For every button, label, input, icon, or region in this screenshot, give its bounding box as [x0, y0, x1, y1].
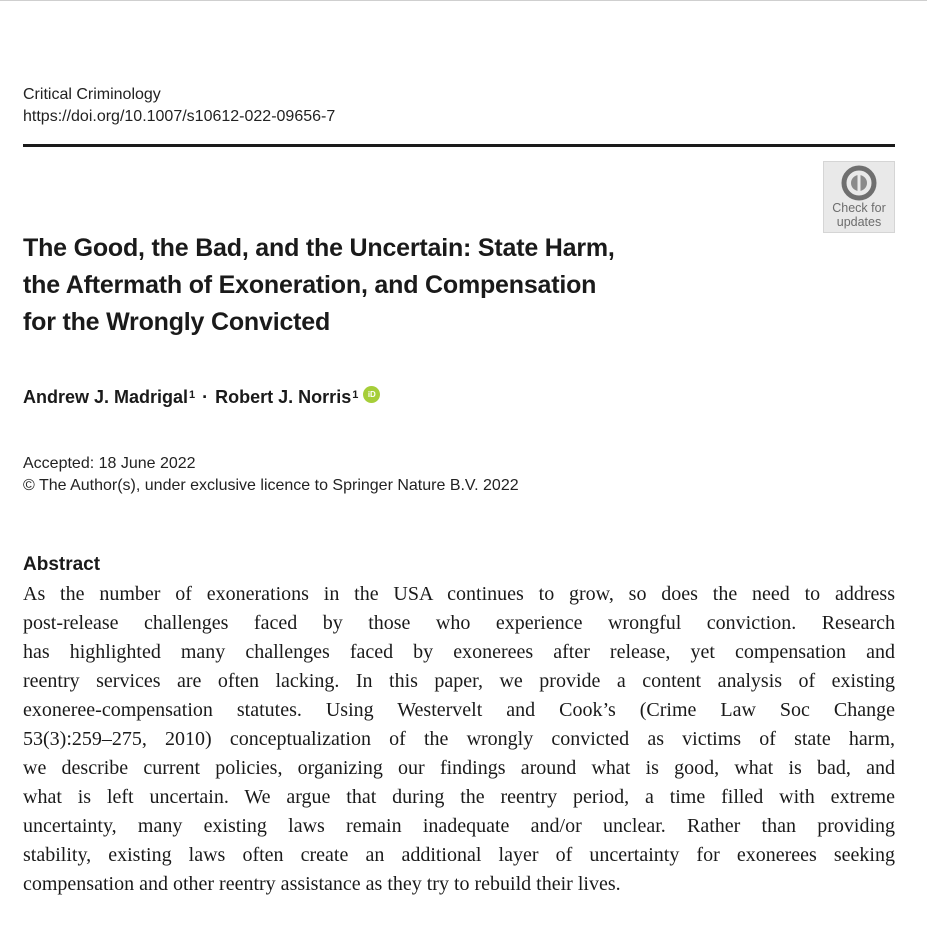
- author-separator: ·: [202, 387, 209, 407]
- abstract-line: has highlighted many challenges faced by exonerees after release, yet compensation and: [23, 641, 895, 663]
- orcid-icon[interactable]: iD: [363, 386, 380, 403]
- copyright-notice: © The Author(s), under exclusive licence to Springer Nature B.V. 2022: [23, 477, 519, 494]
- abstract-line: what is left uncertain. We argue that during the reentry period, a time filled with extreme: [23, 786, 895, 808]
- abstract-line: uncertainty, many existing laws remain inadequate and/or unclear. Rather than providing: [23, 815, 895, 837]
- header-rule: [23, 144, 895, 147]
- title-line: for the Wrongly Convicted: [23, 308, 331, 336]
- journal-name: Critical Criminology: [23, 86, 161, 103]
- badge-line-2: updates: [836, 215, 882, 229]
- abstract-line: we describe current policies, organizing our findings around what is good, what is bad, and: [23, 757, 895, 779]
- author-name[interactable]: Robert J. Norris: [215, 387, 352, 407]
- badge-line-1: Check for: [832, 201, 886, 215]
- abstract-line: stability, existing laws often create an additional layer of uncertainty for exonerees seeking: [23, 844, 895, 866]
- author-name[interactable]: Andrew J. Madrigal: [23, 387, 189, 407]
- abstract-line: As the number of exonerations in the USA continues to grow, so does the need to address: [23, 583, 895, 605]
- abstract-body: [23, 580, 895, 899]
- abstract-line: post-release challenges faced by those who experience wrongful conviction. Research: [23, 612, 895, 634]
- abstract-line: exoneree-compensation statutes. Using Westervelt and Cook’s (Crime Law Soc Change: [23, 699, 895, 721]
- top-border: [0, 0, 927, 1]
- abstract-line: reentry services are often lacking. In this paper, we provide a content analysis of existing: [23, 670, 895, 692]
- abstract-heading: Abstract: [23, 554, 101, 575]
- paper-title: [23, 230, 783, 341]
- author-list: [23, 384, 380, 410]
- title-line: The Good, the Bad, and the Uncertain: State Harm,: [23, 234, 615, 262]
- author-affiliation: 1: [189, 389, 196, 401]
- title-line: the Aftermath of Exoneration, and Compensation: [23, 271, 597, 299]
- author-affiliation: 1: [352, 389, 359, 401]
- abstract-line: compensation and other reentry assistance as they try to rebuild their lives.: [23, 873, 621, 895]
- journal-header: [23, 84, 335, 128]
- check-for-updates-badge[interactable]: [823, 161, 895, 233]
- check-for-updates-icon: [838, 165, 880, 201]
- doi-link[interactable]: https://doi.org/10.1007/s10612-022-09656-7: [23, 108, 336, 125]
- article-meta: [23, 453, 519, 497]
- accepted-date: Accepted: 18 June 2022: [23, 455, 196, 472]
- abstract-line: 53(3):259–275, 2010) conceptualization of the wrongly convicted as victims of state harm,: [23, 728, 895, 750]
